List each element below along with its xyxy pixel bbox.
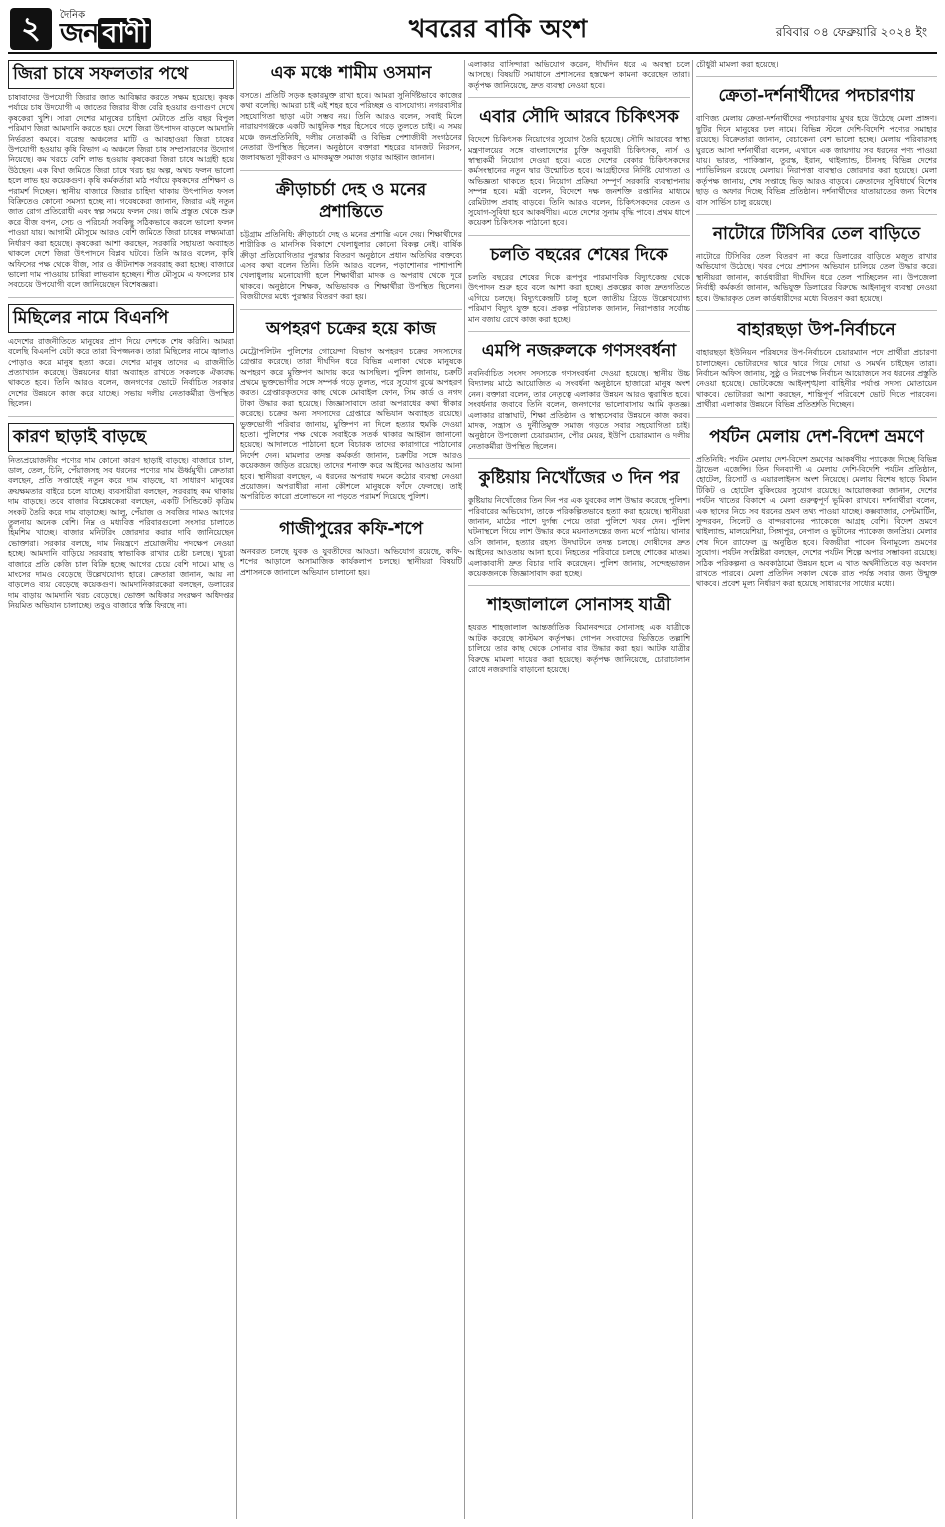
column-divider <box>464 60 465 1519</box>
article-prices <box>8 423 234 612</box>
article-mp-reception <box>468 338 690 452</box>
divider <box>468 458 690 459</box>
article-headline: এবার সৌদি আরবে চিকিৎসক <box>479 107 679 128</box>
article-headline: জিরা চাষে সফলতার পথে <box>8 60 234 89</box>
divider <box>468 235 690 236</box>
divider <box>696 214 937 215</box>
article-baharchhara <box>696 317 937 410</box>
article-body: চৌধুরী মামলা করা হয়েছে। <box>696 60 779 69</box>
article-headline: ক্রীড়াচর্চা দেহ ও মনের প্রশান্তিতে <box>275 179 427 222</box>
article-body: কুষ্টিয়ায় নিখোঁজের তিন দিন পর এক যুবকের লাশ উদ্ধার করেছে পুলিশ। পরিবারের অভিযোগ, তাকে পরিকল্পিতভাবে হত্যা করা হয়েছে। স্থানীয়রা জানান, মাঠের পাশে দুর্গন্ধ পেয়ে তারা পুলিশে খবর দেন। পুলিশ ঘটনাস্থলে গিয়ে লাশ উদ্ধার করে ময়নাতদন্তের জন্য মর্গে পাঠায়। থানার ওসি জানান, হত্যার রহস্য উদঘাটনে তদন্ত চলছে। দোষীদের দ্রুত আইনের আওতায় আনা হবে। নিহতের পরিবারে চলছে শোকের মাতম। এলাকাবাসী দ্রুত বিচার দাবি করেছেন। পুলিশ জানায়, সন্দেহভাজন কয়েকজনকে জিজ্ঞাসাবাদ করা হচ্ছে। <box>468 496 690 578</box>
section-title: খবরের বাকি অংশ <box>408 14 588 43</box>
article-body: এদেশের রাজনীতিতে মানুষের প্রাণ দিয়ে দেশকে শেষ করিনি। আমরা বলেছি বিএনপি যেটা করে তারা বিপজ্জনক। তারা মিছিলের নামে জ্বালাও পোড়াও করে মানুষ হত্যা করে। দেশের মানুষ তাদের এ রাজনীতি প্রত্যাখ্যান করেছে। উন্নয়নের ধারা অব্যাহত রাখতে সকলকে ঐক্যবদ্ধ থাকতে হবে। তিনি আরও বলেন, জনগণের ভোটে নির্বাচিত সরকার দেশের উন্নয়নে কাজ করে যাচ্ছে। সভায় দলীয় নেতাকর্মীরা উপস্থিত ছিলেন। <box>8 336 234 409</box>
column-2 <box>240 60 462 1521</box>
article-continuation <box>468 60 690 91</box>
divider <box>468 585 690 586</box>
article-headline: ক্রেতা-দর্শনার্থীদের পদচারণায় <box>718 86 915 107</box>
article-body: বাণিজ্য মেলায় ক্রেতা-দর্শনার্থীদের পদচারণায় মুখর হয়ে উঠেছে মেলা প্রাঙ্গণ। ছুটির দিনে মানুষের ঢল নামে। বিভিন্ন স্টলে দেশি-বিদেশি পণ্যের সমাহার রয়েছে। বিক্রেতারা জানান, বেচাকেনা বেশ ভালো হচ্ছে। মেলায় পরিবারসহ ঘুরতে আসা দর্শনার্থীরা বলেন, এখানে এক জায়গায় সব ধরনের পণ্য পাওয়া যায়। ভারত, পাকিস্তান, তুরস্ক, ইরান, থাইল্যান্ড, চীনসহ বিভিন্ন দেশের প্যাভিলিয়ন রয়েছে মেলায়। নিরাপত্তা ব্যবস্থাও জোরদার করা হয়েছে। মেলা কর্তৃপক্ষ জানায়, শেষ সপ্তাহে ভিড় আরও বাড়বে। ক্রেতাদের সুবিধার্থে বিশেষ ছাড় ও অফার দিচ্ছে বিভিন্ন প্রতিষ্ঠান। দর্শনার্থীদের যাতায়াতের জন্য বিশেষ বাস সার্ভিস চালু রয়েছে। <box>696 114 937 207</box>
article-body: বিদেশে চিকিৎসক নিয়োগের সুযোগ তৈরি হয়েছে। সৌদি আরবের স্বাস্থ্য মন্ত্রণালয়ের সঙ্গে বাংলাদেশের চুক্তি অনুযায়ী চিকিৎসক, নার্স ও স্বাস্থ্যকর্মী নিয়োগ দেওয়া হবে। এতে দেশের বেকার চিকিৎসকদের কর্মসংস্থানের নতুন দ্বার উন্মোচিত হবে। আগ্রহীদের নির্দিষ্ট যোগ্যতা ও অভিজ্ঞতা থাকতে হবে। নিয়োগ প্রক্রিয়া সম্পূর্ণ সরকারি ব্যবস্থাপনায় সম্পন্ন হবে। মন্ত্রী বলেন, বিদেশে দক্ষ জনশক্তি রপ্তানির মাধ্যমে রেমিট্যান্স প্রবাহ বাড়বে। তিনি আরও বলেন, চিকিৎসকদের বেতন ও সুযোগ-সুবিধা হবে আকর্ষণীয়। এতে দেশের সুনাম বৃদ্ধি পাবে। প্রথম ধাপে কয়েকশ চিকিৎসক পাঠানো হবে। <box>468 135 690 228</box>
article-headline: বাহারছড়া উপ-নির্বাচনে <box>737 320 896 341</box>
column-divider <box>236 60 237 1519</box>
article-headline: শাহজালালে সোনাসহ যাত্রী <box>487 595 671 616</box>
article-shahjalal <box>468 592 690 675</box>
divider <box>696 417 937 418</box>
masthead <box>8 6 937 54</box>
article-natore-tcb <box>696 221 937 304</box>
article-body: চট্টগ্রাম প্রতিনিধি: ক্রীড়াচর্চা দেহ ও মনের প্রশান্তি এনে দেয়। শিক্ষার্থীদের শারীরিক ও মানসিক বিকাশে খেলাধুলার কোনো বিকল্প নেই। বার্ষিক ক্রীড়া প্রতিযোগিতার পুরস্কার বিতরণ অনুষ্ঠানে প্রধান অতিথির বক্তব্যে এসব কথা বলেন তিনি। তিনি আরও বলেন, পড়াশোনার পাশাপাশি খেলাধুলায় মনোযোগী হলে শিক্ষার্থীরা মাদক ও অপরাধ থেকে দূরে থাকবে। অনুষ্ঠানে শিক্ষক, অভিভাবক ও শিক্ষার্থীরা উপস্থিত ছিলেন। বিজয়ীদের মধ্যে পুরস্কার বিতরণ করা হয়। <box>240 229 462 302</box>
divider <box>8 416 234 417</box>
article-body: বসতে। প্রতিটি সড়ক হকারমুক্ত রাখা হবে। আমরা সুনির্দিষ্টভাবে কাজের কথা বলেছি। আমরা চাই এই শহর হবে পরিচ্ছন্ন ও বাসযোগ্য। নগরবাসীর সহযোগিতা ছাড়া এটা সম্ভব নয়। তিনি আরও বলেন, সবাই মিলে নারায়ণগঞ্জকে একটি আধুনিক শহর হিসেবে গড়ে তুলতে চাই। এ সময় মঞ্চে জনপ্রতিনিধি, দলীয় নেতাকর্মী ও বিভিন্ন পেশাজীবী সংগঠনের নেতারা উপস্থিত ছিলেন। অনুষ্ঠানে বক্তারা শহরের যানজট নিরসন, জলাবদ্ধতা দূরীকরণ ও মাদকমুক্ত সমাজ গড়ার আহ্বান জানান। <box>240 91 462 163</box>
article-bnp <box>8 304 234 410</box>
column-1 <box>8 60 234 1521</box>
article-headline: গাজীপুরের কফি-শপে <box>279 518 423 539</box>
article-headline: নাটোরে টিসিবির তেল বাড়িতে <box>712 224 921 245</box>
article-body: নবনির্বাচিত সংসদ সদস্যকে গণসংবর্ধনা দেওয়া হয়েছে। স্থানীয় উচ্চ বিদ্যালয় মাঠে আয়োজিত এ সংবর্ধনা অনুষ্ঠানে হাজারো মানুষ অংশ নেন। বক্তারা বলেন, তার নেতৃত্বে এলাকার উন্নয়ন আরও ত্বরান্বিত হবে। সংবর্ধনার জবাবে তিনি বলেন, জনগণের ভালোবাসায় আমি কৃতজ্ঞ। এলাকার রাস্তাঘাট, শিক্ষা প্রতিষ্ঠান ও স্বাস্থ্যসেবার উন্নয়নে কাজ করব। মাদক, সন্ত্রাস ও দুর্নীতিমুক্ত সমাজ গড়তে সবার সহযোগিতা চাই। অনুষ্ঠানে উপজেলা চেয়ারম্যান, পৌর মেয়র, ইউপি চেয়ারম্যান ও দলীয় নেতাকর্মীরা উপস্থিত ছিলেন। <box>468 368 690 451</box>
article-body: চলতি বছরের শেষের দিকে রূপপুর পারমাণবিক বিদ্যুৎকেন্দ্র থেকে উৎপাদন শুরু হবে বলে আশা করা হচ্ছে। প্রকল্পের কাজ দ্রুতগতিতে এগিয়ে চলছে। বিদ্যুৎকেন্দ্রটি চালু হলে জাতীয় গ্রিডে উল্লেখযোগ্য পরিমাণ বিদ্যুৎ যুক্ত হবে। প্রকল্প পরিচালক জানান, নিরাপত্তার সর্বোচ্চ মান বজায় রেখে কাজ করা হচ্ছে। <box>468 272 690 324</box>
article-tourism-fair <box>696 424 937 590</box>
column-divider <box>692 60 693 1519</box>
article-sports <box>240 177 462 303</box>
column-4 <box>696 60 937 1521</box>
newspaper-logo <box>60 18 151 50</box>
article-body: চাষাবাদের উপযোগী জিরার জাত আবিষ্কার করতে সক্ষম হয়েছে। কৃষক পর্যায়ে চাষ উদযোগী এ জাতের জিরার বীজ বেরি হওয়ার গুণাগুণ দেখে কৃষকেরা খুশি। সারা দেশের মানুষের চাহিদা মেটাতে প্রতি বছর বিপুল পরিমাণ জিরা আমদানি করতে হয়। দেশে জিরা উৎপাদন বাড়লে আমদানি নির্ভরতা কমবে। বরেন্দ্র অঞ্চলের মাটি ও আবহাওয়া জিরা চাষের উপযোগী হওয়ায় কৃষি বিভাগ এ অঞ্চলে জিরা চাষ সম্প্রসারণের উদ্যোগ নিয়েছে। কম খরচে বেশি লাভ হওয়ায় কৃষকেরা জিরা চাষে আগ্রহী হয়ে উঠছেন। এক বিঘা জমিতে জিরা চাষে খরচ হয় অল্প, অথচ ফলন ভালো হলে লাভ হয় কয়েকগুণ। কৃষি কর্মকর্তারা মাঠ পর্যায়ে কৃষকদের প্রশিক্ষণ ও পরামর্শ দিচ্ছেন। স্থানীয় বাজারে জিরার চাহিদা থাকায় উৎপাদিত ফসল বিক্রিতেও কোনো সমস্যা হচ্ছে না। গবেষকেরা জানান, জিরার এই নতুন জাত রোগ প্রতিরোধী এবং স্বল্প সময়ে ফলন দেয়। জমি প্রস্তুত থেকে শুরু করে বীজ বপন, সেচ ও পরিচর্যা সবকিছু সঠিকভাবে করলে ভালো ফলন পাওয়া যায়। আগামী মৌসুমে আরও বেশি জমিতে জিরা চাষের লক্ষ্যমাত্রা নির্ধারণ করা হয়েছে। কৃষকেরা আশা করছেন, সরকারি সহায়তা অব্যাহত থাকলে দেশে জিরা উৎপাদনে বিপ্লব ঘটবে। তিনি আরও বলেন, কৃষি অফিসের পক্ষ থেকে বীজ, সার ও কীটনাশক সরবরাহ করা হচ্ছে। বাজারে ভালো দাম পাওয়ায় চাষিরা লাভবান হচ্ছেন। শীত মৌসুমে এ ফসলের চাষ সবচেয়ে উপযোগী বলে জানিয়েছেন বিশেষজ্ঞরা। <box>8 93 234 290</box>
article-shamim <box>240 60 462 164</box>
article-coffee <box>240 516 462 578</box>
logo-part-2: বাণী <box>98 18 151 49</box>
article-headline: চলতি বছরের শেষের দিকে <box>490 244 668 265</box>
article-headline: এক মঞ্চে শামীম ওসমান <box>270 63 432 83</box>
article-headline: কারণ ছাড়াই বাড়ছে <box>8 423 234 452</box>
divider <box>8 297 234 298</box>
divider <box>468 97 690 98</box>
article-headline: পর্যটন মেলায় দেশ-বিদেশ ভ্রমণে <box>709 426 924 447</box>
article-body: বাহারছড়া ইউনিয়ন পরিষদের উপ-নির্বাচনে চেয়ারম্যান পদে প্রার্থীরা প্রচারণা চালাচ্ছেন। ভোটারদের দ্বারে দ্বারে গিয়ে দোয়া ও সমর্থন চাইছেন তারা। নির্বাচন অফিস জানায়, সুষ্ঠু ও নিরপেক্ষ নির্বাচন আয়োজনে সব ধরনের প্রস্তুতি নেওয়া হয়েছে। ভোটকেন্দ্রে আইনশৃঙ্খলা বাহিনীর পর্যাপ্ত সদস্য মোতায়েন থাকবে। ভোটাররা আশা করছেন, শান্তিপূর্ণ পরিবেশে ভোট দিতে পারবেন। প্রার্থীরা এলাকার উন্নয়নে বিভিন্ন প্রতিশ্রুতি দিচ্ছেন। <box>696 348 937 410</box>
divider <box>696 76 937 77</box>
column-3 <box>468 60 690 1521</box>
article-body: নাটোরে টিসিবির তেল বিতরণ না করে ডিলারের বাড়িতে মজুত রাখার অভিযোগ উঠেছে। খবর পেয়ে প্রশাসন অভিযান চালিয়ে তেল উদ্ধার করে। স্থানীয়রা জানান, কার্ডধারীরা দীর্ঘদিন ধরে তেল পাচ্ছিলেন না। উপজেলা নির্বাহী কর্মকর্তা জানান, অভিযুক্ত ডিলারের বিরুদ্ধে আইনানুগ ব্যবস্থা নেওয়া হবে। উদ্ধারকৃত তেল কার্ডধারীদের মধ্যে বিতরণ করা হয়েছে। <box>696 252 937 303</box>
article-body: প্রতিনিধি: পর্যটন মেলায় দেশ-বিদেশ ভ্রমণের আকর্ষণীয় প্যাকেজ দিচ্ছে বিভিন্ন ট্রাভেল এজেন্সি। তিন দিনব্যাপী এ মেলায় দেশি-বিদেশি পর্যটন প্রতিষ্ঠান, হোটেল, রিসোর্ট ও এয়ারলাইনস অংশ নিয়েছে। মেলায় বিশেষ ছাড়ে বিমান টিকিট ও হোটেল বুকিংয়ের সুযোগ রয়েছে। আয়োজকরা জানান, দেশের পর্যটন খাতের বিকাশে এ মেলা গুরুত্বপূর্ণ ভূমিকা রাখবে। দর্শনার্থীরা বলেন, এক ছাদের নিচে সব ধরনের ভ্রমণ তথ্য পাওয়া যাচ্ছে। কক্সবাজার, সেন্টমার্টিন, সুন্দরবন, সিলেট ও বান্দরবানের প্যাকেজে আগ্রহ বেশি। বিদেশ ভ্রমণে থাইল্যান্ড, মালয়েশিয়া, সিঙ্গাপুর, নেপাল ও ভুটানের প্যাকেজ জনপ্রিয়। মেলার শেষ দিনে র‍্যাফেল ড্র অনুষ্ঠিত হবে। বিজয়ীরা পাবেন বিনামূল্যে ভ্রমণের সুযোগ। পর্যটন সংশ্লিষ্টরা বলছেন, দেশের পর্যটন শিল্পে অপার সম্ভাবনা রয়েছে। সঠিক পরিকল্পনা ও অবকাঠামো উন্নয়ন হলে এ খাত অর্থনীতিতে বড় অবদান রাখতে পারবে। মেলা প্রতিদিন সকাল থেকে রাত পর্যন্ত সবার জন্য উন্মুক্ত থাকবে। প্রবেশ মূল্য নির্ধারণ করা হয়েছে সাধারণের সাধ্যের মধ্যে। <box>696 454 937 589</box>
article-headline: কুষ্টিয়ায় নিখোঁজের ৩ দিন পর <box>478 468 680 489</box>
article-headline: এমপি নজরুলকে গণসংবর্ধনা <box>481 340 677 361</box>
divider <box>468 331 690 332</box>
article-body: নিত্যপ্রয়োজনীয় পণ্যের দাম কোনো কারণ ছাড়াই বাড়ছে। বাজারে চাল, ডাল, তেল, চিনি, পেঁয়াজসহ সব ধরনের পণ্যের দাম ঊর্ধ্বমুখী। ক্রেতারা বলছেন, প্রতি সপ্তাহেই নতুন করে দাম বাড়ছে, যা সাধারণ মানুষের ক্রয়ক্ষমতার বাইরে চলে যাচ্ছে। ব্যবসায়ীরা বলছেন, সরবরাহ কম থাকায় দাম বাড়ছে। তবে বাজার বিশ্লেষকেরা বলছেন, একটি সিন্ডিকেট কৃত্রিম সংকট তৈরি করে দাম বাড়াচ্ছে। আলু, পেঁয়াজ ও সবজির দামও আগের তুলনায় অনেক বেশি। নিম্ন ও মধ্যবিত্ত পরিবারগুলো সংসার চালাতে হিমশিম খাচ্ছে। বাজার মনিটরিং জোরদার করার দাবি জানিয়েছেন ভোক্তারা। সরকার বলছে, দাম নিয়ন্ত্রণে প্রয়োজনীয় পদক্ষেপ নেওয়া হচ্ছে। আমদানি বাড়িয়ে সরবরাহ স্বাভাবিক রাখার চেষ্টা চলছে। খুচরা বাজারে প্রতি কেজি চাল বিক্রি হচ্ছে আগের চেয়ে বেশি দামে। মাছ ও মাংসের দামও বেড়েছে উল্লেখযোগ্য হারে। ক্রেতারা জানান, আয় না বাড়লেও ব্যয় বেড়েছে কয়েকগুণ। আমদানিকারকেরা বলছেন, ডলারের দাম বাড়ায় আমদানি খরচ বেড়েছে। ভোক্তা অধিকার সংরক্ষণ অধিদপ্তর নিয়মিত অভিযান চালাচ্ছে। তবুও বাজারে স্বস্তি ফিরছে না। <box>8 455 234 611</box>
article-body: মেট্রোপলিটন পুলিশের গোয়েন্দা বিভাগ অপহরণ চক্রের সদস্যদের গ্রেপ্তার করেছে। তারা দীর্ঘদিন ধরে বিভিন্ন এলাকা থেকে মানুষকে অপহরণ করে মুক্তিপণ আদায় করে আসছিল। পুলিশ জানায়, চক্রটি প্রথমে ভুক্তভোগীর সঙ্গে সম্পর্ক গড়ে তুলত, পরে সুযোগ বুঝে অপহরণ করত। গ্রেপ্তারকৃতদের কাছ থেকে মোবাইল ফোন, সিম কার্ড ও নগদ টাকা উদ্ধার করা হয়েছে। জিজ্ঞাসাবাদে তারা অপরাধের কথা স্বীকার করেছে। চক্রের অন্য সদস্যদের গ্রেপ্তারে অভিযান অব্যাহত রয়েছে। ভুক্তভোগী পরিবার জানায়, মুক্তিপণ না দিলে হত্যার হুমকি দেওয়া হতো। পুলিশের পক্ষ থেকে সবাইকে সতর্ক থাকার আহ্বান জানানো হয়েছে। আদালতে পাঠানো হলে বিচারক তাদের কারাগারে পাঠানোর নির্দেশ দেন। মামলার তদন্ত কর্মকর্তা জানান, চক্রটির সঙ্গে আরও কয়েকজন জড়িত রয়েছে। তাদের শনাক্ত করে আইনের আওতায় আনা হবে। স্থানীয়রা বলছেন, এ ধরনের অপরাধ দমনে কঠোর ব্যবস্থা নেওয়া প্রয়োজন। অপরাধীরা নানা কৌশলে মানুষকে ফাঁদে ফেলছে। তাই অপরিচিত কারো প্রলোভনে না পড়তে পরামর্শ দিয়েছে পুলিশ। <box>240 346 462 502</box>
divider <box>240 170 462 171</box>
divider <box>696 310 937 311</box>
article-continuation <box>696 60 937 70</box>
article-kushtia <box>468 465 690 579</box>
logo-part-1: জন <box>60 18 99 49</box>
paper-name-prefix: দৈনিক <box>60 10 86 21</box>
article-headline: অপহরণ চক্রের হয়ে কাজ <box>266 318 436 339</box>
article-trade-fair <box>696 83 937 208</box>
article-kidnap <box>240 316 462 503</box>
article-cumin <box>8 60 234 291</box>
article-body: হযরত শাহজালাল আন্তর্জাতিক বিমানবন্দরে সোনাসহ এক যাত্রীকে আটক করেছে কাস্টমস কর্তৃপক্ষ। গোপন সংবাদের ভিত্তিতে তল্লাশি চালিয়ে তার কাছ থেকে সোনার বার উদ্ধার করা হয়। আটক যাত্রীর বিরুদ্ধে মামলা দায়ের করা হয়েছে। কর্তৃপক্ষ জানিয়েছে, চোরাচালান রোধে নজরদারি বাড়ানো হয়েছে। <box>468 623 690 675</box>
divider <box>240 509 462 510</box>
article-body: অনবরত চলছে যুবক ও যুবতীদের আড্ডা। অভিযোগ রয়েছে, কফি-শপের আড়ালে অসামাজিক কার্যকলাপ চলছে। স্থানীয়রা বিষয়টি প্রশাসনকে জানালে অভিযান চালানো হয়। <box>240 546 462 577</box>
article-saudi-doctor <box>468 104 690 229</box>
date-line: রবিবার ০৪ ফেব্রুয়ারি ২০২৪ ইং <box>775 25 927 39</box>
article-body: এলাকার বাসিন্দারা অভিযোগ করেন, দীর্ঘদিন ধরে এ অবস্থা চলে আসছে। বিষয়টি সমাধানে প্রশাসনের হস্তক্ষেপ কামনা করেছেন তারা। কর্তৃপক্ষ জানিয়েছে, দ্রুত ব্যবস্থা নেওয়া হবে। <box>468 60 690 90</box>
article-headline: মিছিলের নামে বিএনপি <box>8 304 234 333</box>
page-number: ২ <box>10 8 52 50</box>
article-year-end <box>468 242 690 325</box>
divider <box>240 309 462 310</box>
